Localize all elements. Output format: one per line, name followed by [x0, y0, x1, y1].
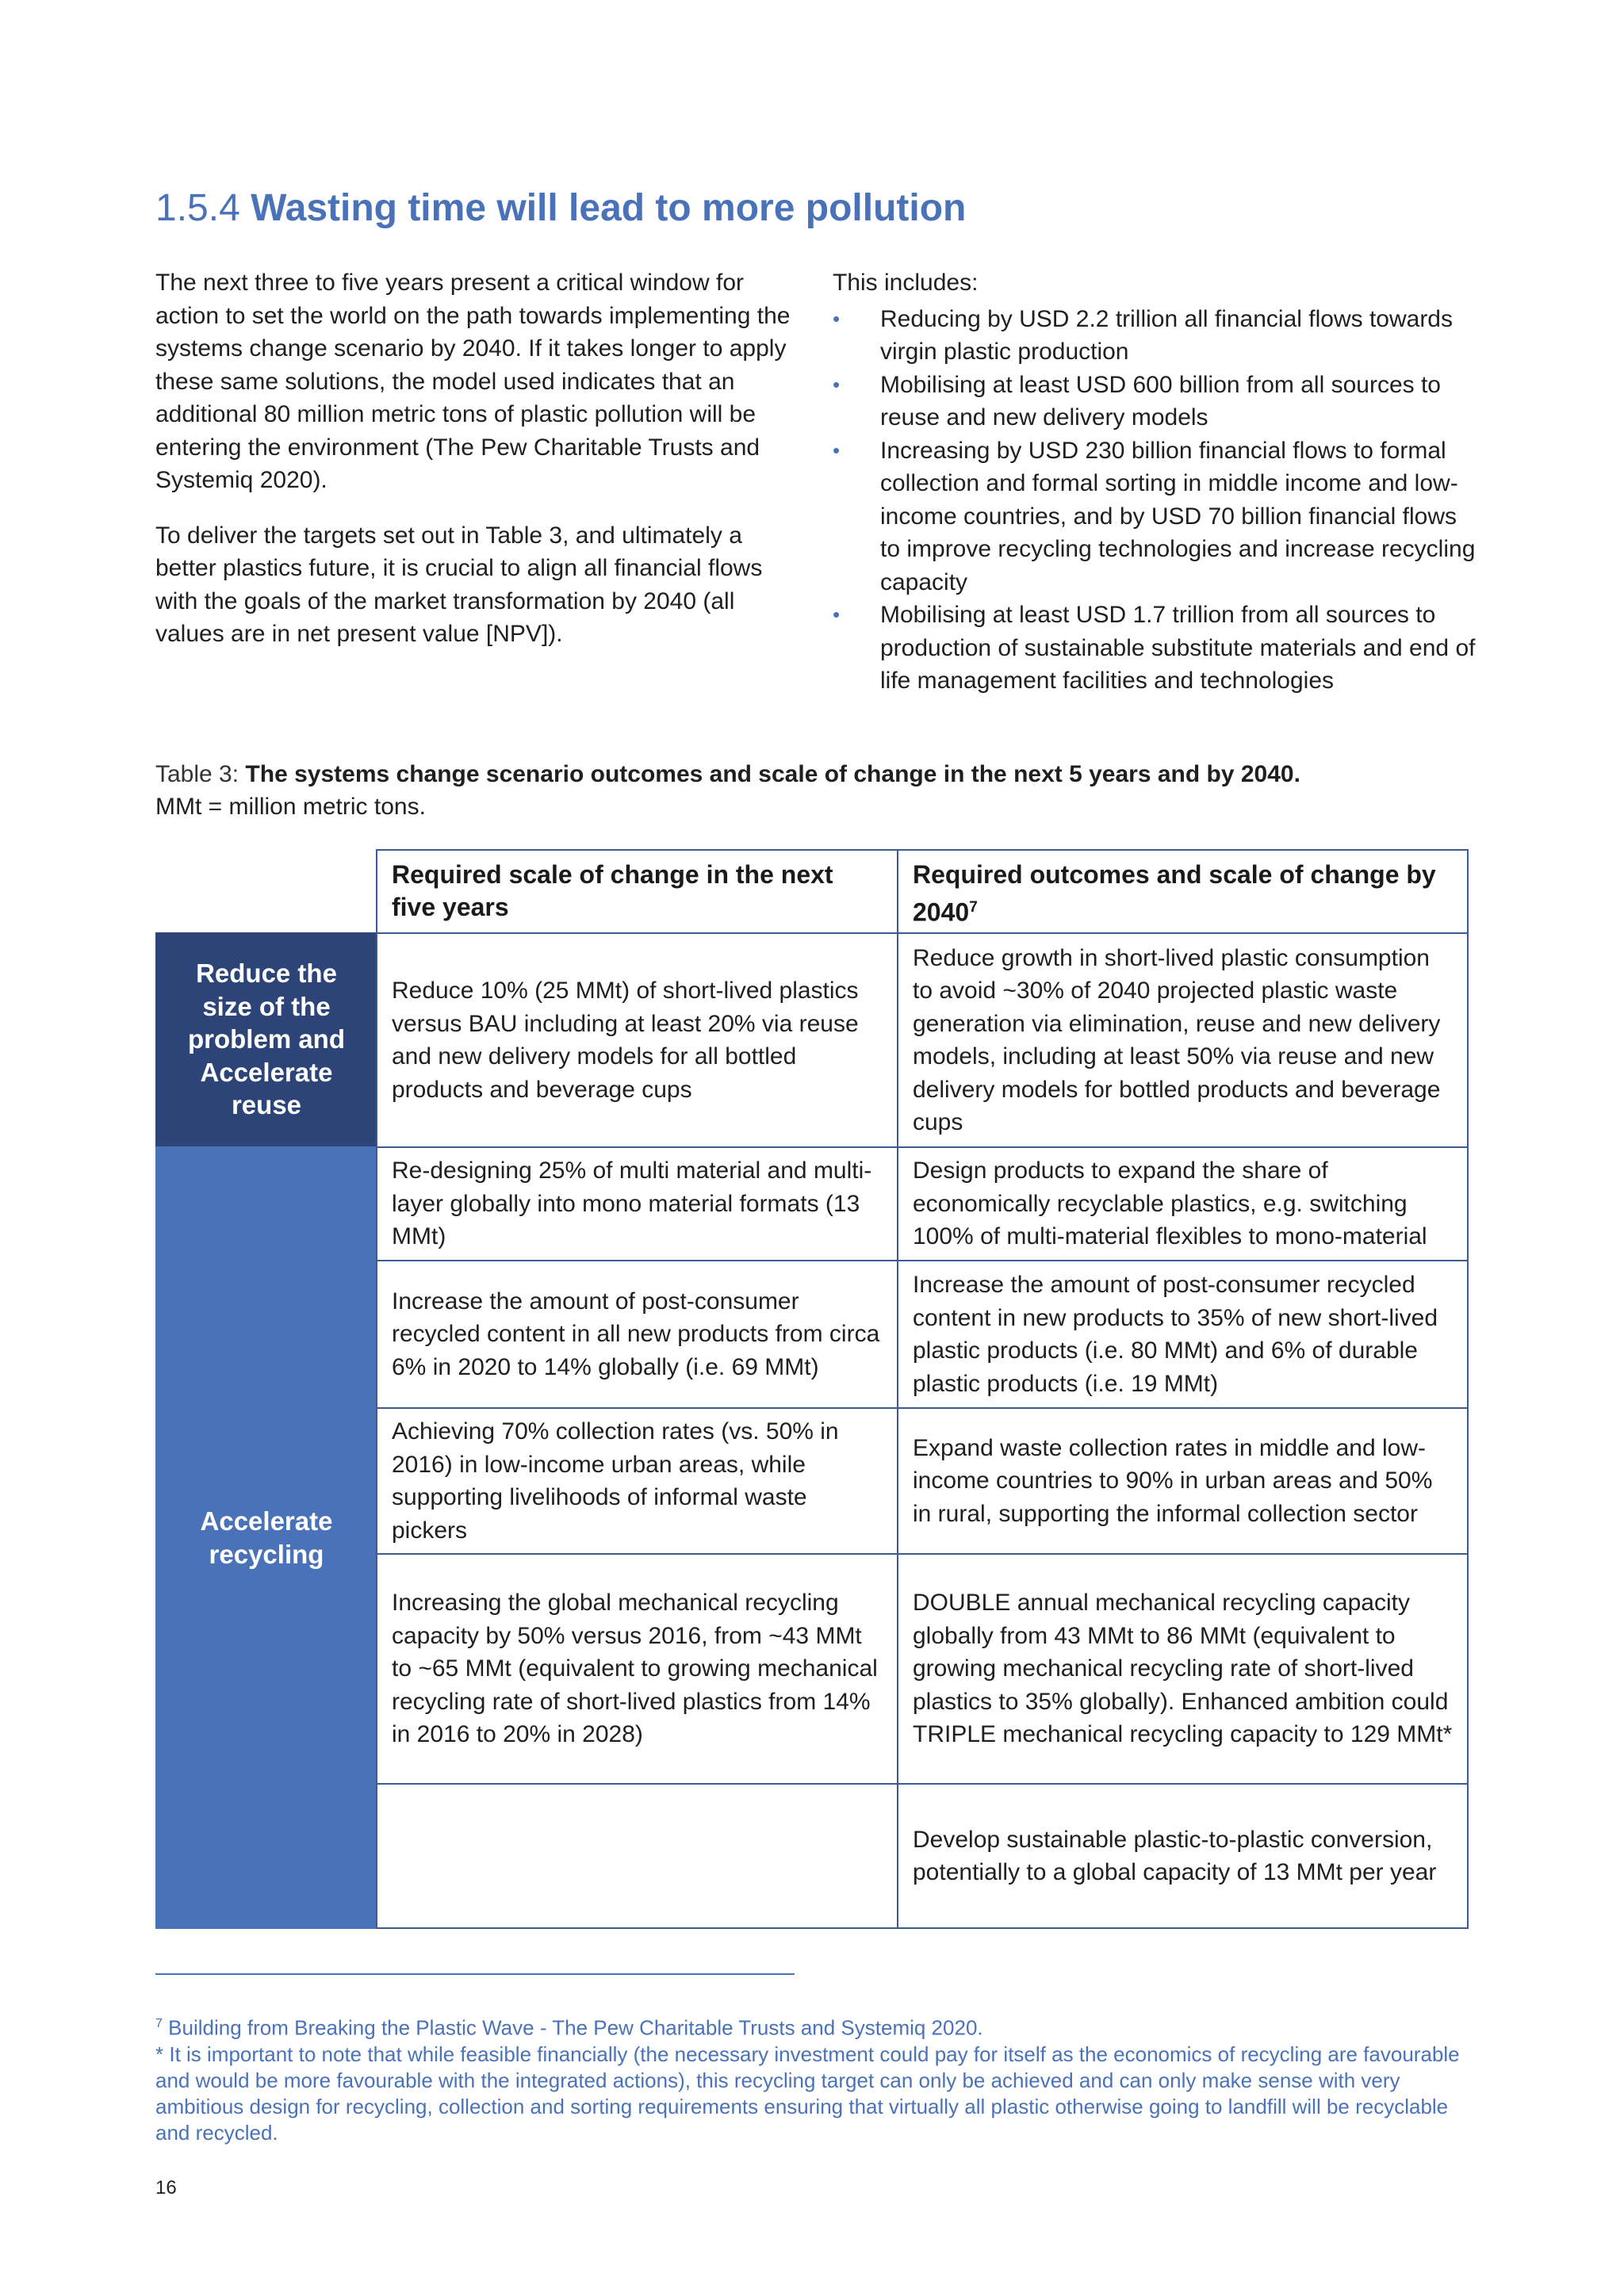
bullet-icon: • [833, 372, 841, 396]
bullet-icon: • [833, 306, 841, 331]
row-group-reduce-reuse: Reduce the size of the problem and Accelerate reuse [155, 932, 377, 1146]
footnote-divider [155, 1973, 795, 1975]
section-heading [155, 181, 966, 236]
column-header-five-years: Required scale of change in the next five years [376, 849, 898, 934]
list-item-text: Mobilising at least USD 600 billion from all sources to reuse and new delivery models [880, 371, 1441, 430]
table-cell [376, 1783, 898, 1929]
table-cell: Increase the amount of post-consumer recycled content in new products to 35% of new short-lived plastic products (i.e. 80 MMt) and 6% of durable plastic products (i.e. 19 MMt) [897, 1260, 1469, 1409]
bullet-icon: • [833, 438, 841, 462]
table-cell: Reduce growth in short-lived plastic consumption to avoid ~30% of 2040 projected plastic waste generation via elimination, reuse and new delivery models, including at least 50% via reuse and new delivery models for bottled products and beverage cups [897, 932, 1469, 1148]
footnote-7: $^7$ Building from Breaking the Plastic Wave - The Pew Charitable Trusts and Systemiq 2020. [155, 2015, 983, 2040]
page-number: 16 [155, 2177, 177, 2198]
caption-title: The systems change scenario outcomes and scale of change in the next 5 years and by 2040. [245, 761, 1300, 787]
list-item [833, 369, 1483, 434]
table-cell: DOUBLE annual mechanical recycling capacity globally from 43 MMt to 86 MMt (equivalent to growing mechanical recycling rate of short-lived plastics to 35% globally). Enhanced ambition could TRIPLE mechanical recycling capacity to 129 MMt* [897, 1553, 1469, 1785]
list-item-text: Mobilising at least USD 1.7 trillion from all sources to production of sustainable substitute materials and end of life management facilities and technologies [880, 602, 1476, 694]
footnote-ref: 7 [969, 899, 978, 916]
table-cell: Expand waste collection rates in middle and low-income countries to 90% in urban areas and 50% in rural, supporting the informal collection sector [897, 1407, 1469, 1555]
table-caption [155, 758, 1503, 823]
footnote-star: * It is important to note that while feasible financially (the necessary investment could pay for itself as the economics of recycling are favourable and would be more favourable with the integrated actions), this recycling target can only be achieved and can only make sense with very ambitious design for recycling, collection and sorting requirements ensuring that virtually all plastic otherwise going to landfill will be recyclable and recycled. [155, 2042, 1460, 2145]
bullet-list [833, 303, 1483, 698]
right-column [833, 266, 1483, 698]
list-item [833, 303, 1483, 369]
list-item [833, 599, 1483, 698]
table-cell: Reduce 10% (25 MMt) of short-lived plastics versus BAU including at least 20% via reuse and new delivery models for all bottled products and beverage cups [376, 932, 898, 1148]
list-intro: This includes: [833, 270, 979, 296]
table-cell: Re-designing 25% of multi material and multi-layer globally into mono material formats (13 MMt) [376, 1146, 898, 1261]
table-cell: Develop sustainable plastic-to-plastic conversion, potentially to a global capacity of 13 MMt per year [897, 1783, 1469, 1929]
paragraph: To deliver the targets set out in Table 3, and ultimately a better plastics future, it is crucial to align all financial flows with the goals of the market transformation by 2040 (all values are in net present value [NPV]). [155, 522, 763, 647]
caption-note: MMt = million metric tons. [155, 794, 426, 820]
list-item-text: Increasing by USD 230 billion financial flows to formal collection and formal sorting in middle income and low-income countries, and by USD 70 billion financial flows to improve recycling technologies and increase recycling capacity [880, 437, 1476, 595]
caption-label: Table 3: [155, 761, 239, 787]
list-item [833, 434, 1483, 599]
table-cell: Design products to expand the share of economically recyclable plastics, e.g. switching 100% of multi-material flexibles to mono-material [897, 1146, 1469, 1261]
list-item-text: Reducing by USD 2.2 trillion all financial flows towards virgin plastic production [880, 305, 1453, 365]
section-title: Wasting time will lead to more pollution [251, 187, 967, 229]
paragraph: The next three to five years present a critical window for action to set the world on the path towards implementing the systems change scenario by 2040. If it takes longer to apply these same solutions, the model used indicates that an additional 80 million metric tons of plastic pollution will be entering the environment (The Pew Charitable Trusts and Systemiq 2020). [155, 270, 791, 493]
section-number: 1.5.4 [155, 187, 240, 229]
footnotes [155, 2011, 1488, 2146]
row-group-recycling: Accelerate recycling [155, 1146, 377, 1929]
table-cell: Increasing the global mechanical recycling capacity by 50% versus 2016, from ~43 MMt to ~65 MMt (equivalent to growing mechanical recycling rate of short-lived plastics from 14% in 2016 to 20% in 2028) [376, 1553, 898, 1785]
left-column [155, 266, 806, 673]
table-cell: Achieving 70% collection rates (vs. 50% in 2016) in low-income urban areas, while supporting livelihoods of informal waste pickers [376, 1407, 898, 1555]
column-header-2040: Required outcomes and scale of change by 2040$^7$ [897, 849, 1469, 934]
footnote-number: 7 [155, 2017, 163, 2030]
bullet-icon: • [833, 603, 841, 626]
table-cell: Increase the amount of post-consumer recycled content in all new products from circa 6% in 2020 to 14% globally (i.e. 69 MMt) [376, 1260, 898, 1409]
